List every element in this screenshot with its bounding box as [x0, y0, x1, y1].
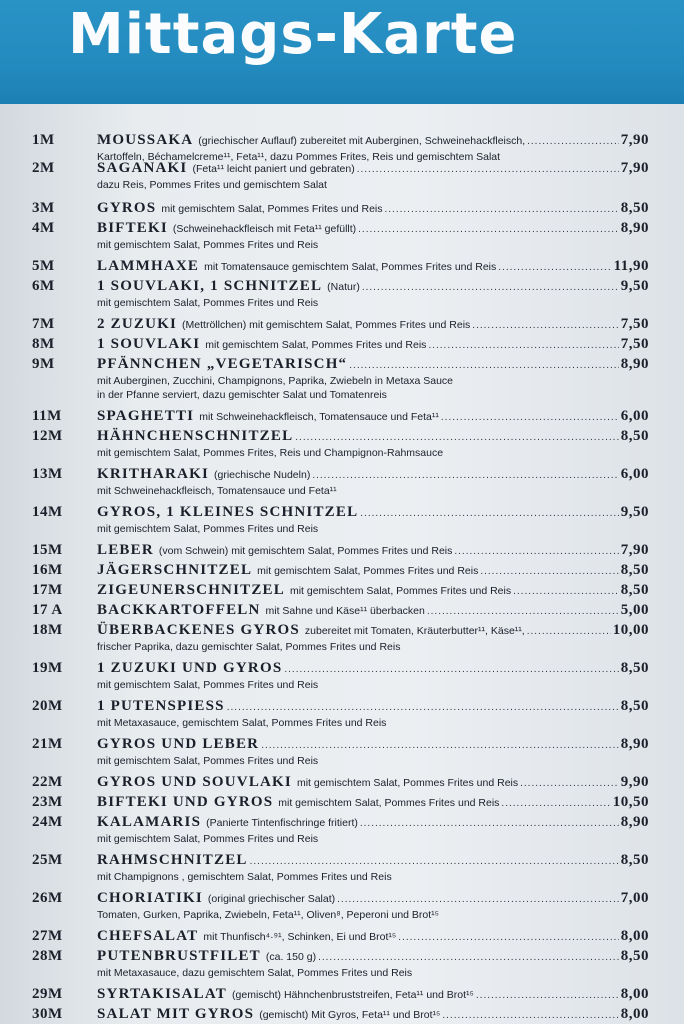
item-name: 1 ZUZUKI UND GYROS [97, 660, 283, 676]
item-price: 7,50 [620, 316, 649, 332]
item-detail-line: in der Pfanne serviert, dazu gemischter Salat und Tomatenreis [97, 389, 387, 401]
item-price: 6,00 [620, 466, 649, 482]
item-number: 9M [32, 356, 55, 372]
item-price: 8,90 [620, 814, 649, 830]
item-price: 8,50 [620, 428, 649, 444]
item-main-line [97, 774, 649, 791]
item-details [97, 754, 637, 768]
item-name: SYRTAKISALAT [97, 986, 228, 1002]
dot-leader [284, 664, 618, 675]
item-description: mit Schweinehackfleisch, Tomatensauce und Feta¹¹ [199, 411, 439, 423]
item-detail-line: dazu Reis, Pommes Frites und gemischtem Salat [97, 179, 327, 191]
item-name: 1 SOUVLAKI [97, 336, 201, 352]
item-details [97, 716, 637, 730]
item-name: SALAT MIT GYROS [97, 1006, 255, 1022]
item-name: LAMMHAXE [97, 258, 200, 274]
item-price: 8,00 [620, 928, 649, 944]
item-details [97, 446, 637, 460]
item-price: 8,50 [620, 200, 649, 216]
item-price: 9,50 [620, 504, 649, 520]
item-detail-line: mit gemischtem Salat, Pommes Frites und Reis [97, 523, 319, 535]
item-number: 27M [32, 928, 63, 944]
item-main-line [97, 278, 649, 295]
item-main-line [97, 852, 649, 869]
item-number: 5M [32, 258, 55, 274]
item-description: (gemischt) Mit Gyros, Feta¹¹ und Brot¹⁵ [259, 1009, 441, 1021]
item-number: 20M [32, 698, 63, 714]
dot-leader [318, 952, 619, 963]
item-name: BIFTEKI [97, 220, 168, 236]
item-name: JÄGERSCHNITZEL [97, 562, 253, 578]
item-main-line [97, 466, 649, 483]
item-description: mit gemischtem Salat, Pommes Frites und Reis [161, 203, 383, 215]
item-number: 28M [32, 948, 63, 964]
item-name: CHORIATIKI [97, 890, 203, 906]
item-main-line [97, 428, 649, 445]
item-main-line [97, 132, 649, 149]
item-main-line [97, 504, 649, 521]
dot-leader [360, 818, 619, 829]
item-description: (vom Schwein) mit gemischtem Salat, Pommes Frites und Reis [158, 545, 453, 557]
dot-leader [472, 320, 618, 331]
item-price: 9,90 [620, 774, 649, 790]
item-price: 8,50 [620, 562, 649, 578]
dot-leader [428, 340, 618, 351]
dot-leader [385, 204, 619, 215]
item-number: 14M [32, 504, 63, 520]
item-main-line [97, 602, 649, 619]
item-main-line [97, 316, 649, 333]
item-name: SAGANAKI [97, 160, 188, 176]
item-main-line [97, 986, 649, 1003]
item-description: mit gemischtem Salat, Pommes Frites und Reis [205, 339, 427, 351]
item-price: 8,90 [620, 356, 649, 372]
dot-leader [261, 740, 619, 751]
item-number: 26M [32, 890, 63, 906]
item-detail-line: mit gemischtem Salat, Pommes Frites und Reis [97, 833, 319, 845]
item-number: 11M [32, 408, 62, 424]
item-description: (griechische Nudeln) [214, 469, 311, 481]
item-number: 1M [32, 132, 55, 148]
item-number: 16M [32, 562, 63, 578]
item-main-line [97, 794, 649, 811]
item-main-line [97, 160, 649, 177]
item-number: 25M [32, 852, 63, 868]
dot-leader [360, 508, 618, 519]
item-details [97, 374, 637, 402]
item-detail-line: mit gemischtem Salat, Pommes Frites und Reis [97, 679, 319, 691]
item-number: 15M [32, 542, 63, 558]
item-main-line [97, 622, 649, 639]
item-price: 8,90 [620, 736, 649, 752]
item-detail-line: mit gemischtem Salat, Pommes Frites und Reis [97, 239, 319, 251]
item-number: 6M [32, 278, 55, 294]
dot-leader [480, 566, 618, 577]
item-main-line [97, 890, 649, 907]
item-name: ZIGEUNERSCHNITZEL [97, 582, 285, 598]
item-name: GYROS, 1 KLEINES SCHNITZEL [97, 504, 359, 520]
item-detail-line: Tomaten, Gurken, Paprika, Zwiebeln, Feta¹¹, Oliven⁸, Peperoni und Brot¹⁵ [97, 909, 440, 921]
item-details [97, 484, 637, 498]
item-price: 8,50 [620, 660, 649, 676]
dot-leader [357, 164, 619, 175]
item-number: 21M [32, 736, 63, 752]
dot-leader [295, 432, 618, 443]
item-detail-line: mit Schweinehackfleisch, Tomatensauce und Feta¹¹ [97, 485, 337, 497]
item-name: KALAMARIS [97, 814, 202, 830]
item-price: 7,00 [620, 890, 649, 906]
item-number: 7M [32, 316, 55, 332]
item-main-line [97, 928, 649, 945]
dot-leader [442, 1010, 618, 1021]
item-number: 17 A [32, 602, 63, 618]
dot-leader [501, 798, 610, 809]
item-description: mit Sahne und Käse¹¹ überbacken [265, 605, 425, 617]
item-number: 23M [32, 794, 63, 810]
item-details [97, 296, 637, 310]
item-description: (griechischer Auflauf) zubereitet mit Auberginen, Schweinehackfleisch, [198, 135, 526, 147]
item-main-line [97, 948, 649, 965]
menu-paper [0, 104, 684, 1024]
dot-leader [527, 136, 619, 147]
dot-leader [476, 990, 619, 1001]
item-number: 12M [32, 428, 63, 444]
item-price: 9,50 [620, 278, 649, 294]
item-description: (ca. 150 g) [265, 951, 317, 963]
item-description: (Schweinehackfleisch mit Feta¹¹ gefüllt) [172, 223, 357, 235]
dot-leader [454, 546, 618, 557]
item-number: 3M [32, 200, 55, 216]
item-number: 2M [32, 160, 55, 176]
item-description: mit Tomatensauce gemischtem Salat, Pommes Frites und Reis [204, 261, 497, 273]
item-main-line [97, 258, 649, 275]
item-price: 8,90 [620, 220, 649, 236]
item-description: (Feta¹¹ leicht paniert und gebraten) [192, 163, 355, 175]
item-details [97, 178, 637, 192]
item-main-line [97, 200, 649, 217]
item-description: (Panierte Tintenfischringe fritiert) [206, 817, 358, 829]
item-description: zubereitet mit Tomaten, Kräuterbutter¹¹, Käse¹¹, [304, 625, 525, 637]
item-name: MOUSSAKA [97, 132, 194, 148]
item-number: 17M [32, 582, 63, 598]
item-name: 1 PUTENSPIESS [97, 698, 225, 714]
item-name: PFÄNNCHEN „VEGETARISCH“ [97, 356, 348, 372]
item-details [97, 678, 637, 692]
item-name: LEBER [97, 542, 154, 558]
item-number: 4M [32, 220, 55, 236]
item-price: 7,50 [620, 336, 649, 352]
item-number: 8M [32, 336, 55, 352]
item-price: 11,90 [613, 258, 649, 274]
item-number: 18M [32, 622, 63, 638]
item-number: 24M [32, 814, 63, 830]
item-price: 8,50 [620, 582, 649, 598]
item-detail-line: mit Metaxasauce, dazu gemischtem Salat, Pommes Frites und Reis [97, 967, 413, 979]
item-description: (Mettröllchen) mit gemischtem Salat, Pommes Frites und Reis [182, 319, 471, 331]
dot-leader [312, 470, 618, 481]
item-price: 8,50 [620, 852, 649, 868]
item-name: RAHMSCHNITZEL [97, 852, 248, 868]
item-name: GYROS UND LEBER [97, 736, 260, 752]
item-main-line [97, 1006, 649, 1023]
item-main-line [97, 408, 649, 425]
item-description: mit gemischtem Salat, Pommes Frites und Reis [289, 585, 512, 597]
item-main-line [97, 660, 649, 677]
item-details [97, 870, 637, 884]
menu-header [0, 0, 684, 104]
item-main-line [97, 814, 649, 831]
item-detail-line: Kartoffeln, Béchamelcreme¹¹, Feta¹¹, dazu Pommes Frites, Reis und gemischtem Salat [97, 151, 501, 163]
dot-leader [250, 856, 619, 867]
item-name: BIFTEKI UND GYROS [97, 794, 274, 810]
item-main-line [97, 336, 649, 353]
item-name: BACKKARTOFFELN [97, 602, 261, 618]
item-number: 30M [32, 1006, 63, 1022]
item-details [97, 908, 637, 922]
item-name: ÜBERBACKENES GYROS [97, 622, 300, 638]
dot-leader [337, 894, 619, 905]
item-number: 22M [32, 774, 63, 790]
item-description: mit gemischtem Salat, Pommes Frites und Reis [296, 777, 519, 789]
item-number: 19M [32, 660, 63, 676]
item-details [97, 640, 637, 654]
item-name: SPAGHETTI [97, 408, 195, 424]
dot-leader [427, 606, 619, 617]
dot-leader [527, 626, 611, 637]
item-detail-line: frischer Paprika, dazu gemischter Salat, Pommes Frites und Reis [97, 641, 401, 653]
dot-leader [398, 932, 618, 943]
item-main-line [97, 698, 649, 715]
item-price: 8,50 [620, 948, 649, 964]
item-main-line [97, 220, 649, 237]
item-detail-line: mit gemischtem Salat, Pommes Frites und Reis [97, 297, 319, 309]
item-price: 6,00 [620, 408, 649, 424]
item-description: (Natur) [327, 281, 360, 293]
item-description: (original griechischer Salat) [207, 893, 336, 905]
dot-leader [349, 360, 618, 371]
dot-leader [520, 778, 619, 789]
item-price: 8,00 [620, 986, 649, 1002]
dot-leader [362, 282, 619, 293]
item-main-line [97, 356, 649, 373]
dot-leader [441, 412, 619, 423]
item-name: PUTENBRUSTFILET [97, 948, 261, 964]
item-description: mit gemischtem Salat, Pommes Frites und Reis [257, 565, 479, 577]
item-description: (gemischt) Hähnchenbruststreifen, Feta¹¹ und Brot¹⁵ [232, 989, 474, 1001]
item-description: mit gemischtem Salat, Pommes Frites und Reis [278, 797, 500, 809]
item-price: 7,90 [620, 132, 649, 148]
item-details [97, 522, 637, 536]
item-price: 7,90 [620, 542, 649, 558]
item-name: HÄHNCHENSCHNITZEL [97, 428, 294, 444]
item-detail-line: mit Champignons , gemischtem Salat, Pommes Frites und Reis [97, 871, 392, 883]
item-price: 10,50 [612, 794, 649, 810]
item-number: 29M [32, 986, 63, 1002]
item-detail-line: mit Auberginen, Zucchini, Champignons, Paprika, Zwiebeln in Metaxa Sauce [97, 375, 454, 387]
menu-title: Mittags-Karte [68, 2, 518, 67]
item-name: GYROS UND SOUVLAKI [97, 774, 292, 790]
item-main-line [97, 542, 649, 559]
item-number: 13M [32, 466, 63, 482]
item-name: CHEFSALAT [97, 928, 199, 944]
item-price: 8,50 [620, 698, 649, 714]
item-price: 10,00 [612, 622, 649, 638]
item-name: 1 SOUVLAKI, 1 SCHNITZEL [97, 278, 323, 294]
item-main-line [97, 582, 649, 599]
item-name: GYROS [97, 200, 157, 216]
item-detail-line: mit gemischtem Salat, Pommes Frites, Reis und Champignon-Rahmsauce [97, 447, 444, 459]
dot-leader [358, 224, 619, 235]
item-price: 7,90 [620, 160, 649, 176]
item-detail-line: mit gemischtem Salat, Pommes Frites und Reis [97, 755, 319, 767]
item-details [97, 832, 637, 846]
item-detail-line: mit Metaxasauce, gemischtem Salat, Pommes Frites und Reis [97, 717, 387, 729]
item-price: 5,00 [620, 602, 649, 618]
item-main-line [97, 562, 649, 579]
item-main-line [97, 736, 649, 753]
item-description: mit Thunfisch⁴·⁹¹, Schinken, Ei und Brot¹⁵ [203, 931, 397, 943]
dot-leader [227, 702, 619, 713]
dot-leader [498, 262, 611, 273]
item-details [97, 966, 637, 980]
item-price: 8,00 [620, 1006, 649, 1022]
item-name: KRITHARAKI [97, 466, 210, 482]
dot-leader [513, 586, 619, 597]
item-details [97, 238, 637, 252]
item-name: 2 ZUZUKI [97, 316, 178, 332]
